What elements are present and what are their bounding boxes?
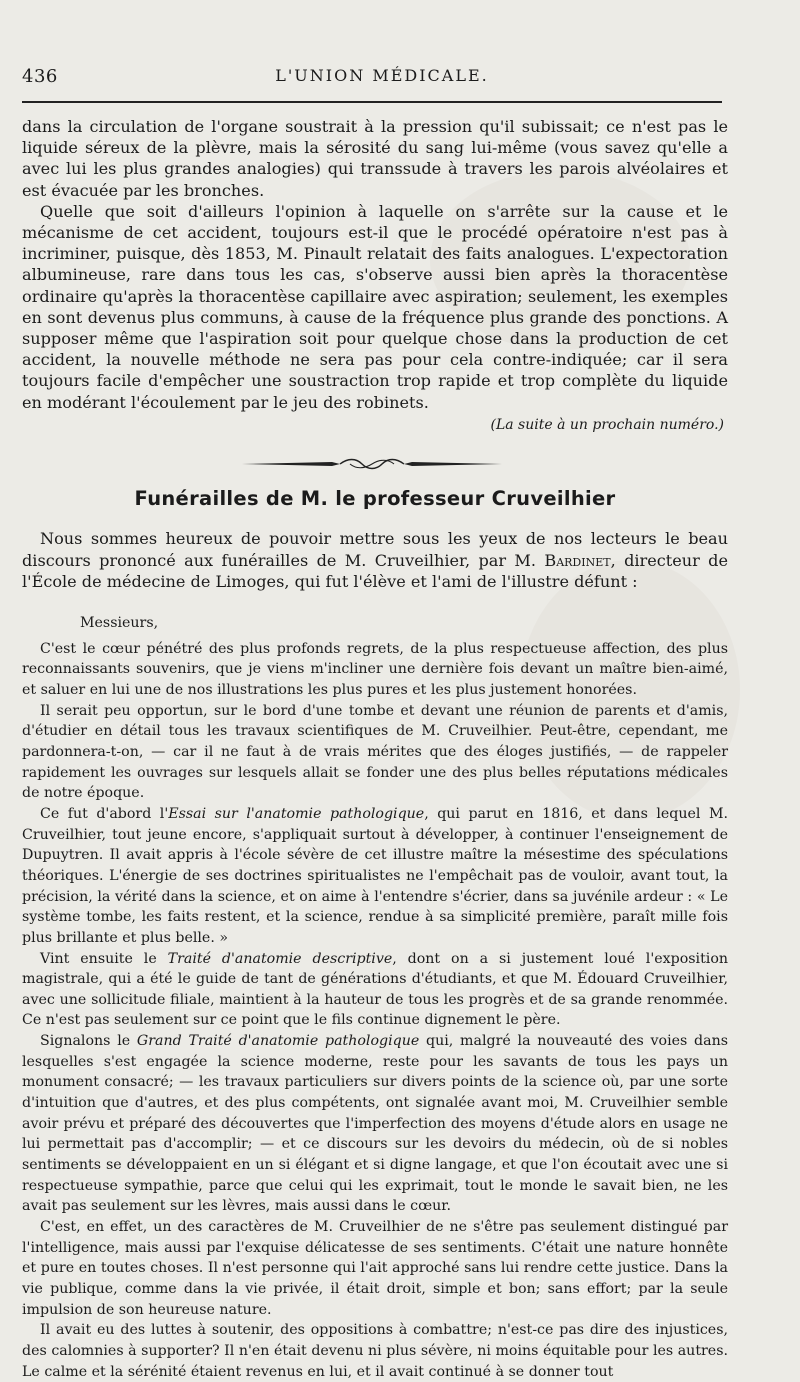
paragraph: dans la circulation de l'organe soustrait à la pression qu'il subissait; ce n'est pas le liquide séreux de la plèvre, mais la sérosité du sang lui-même (vous savez qu'elle a avec lui les plus grandes analogies) qui transsude à travers les parois alvéolaires et est évacuée par les bronches. [22,117,728,200]
book-title: Traité d'anatomie descriptive [167,950,393,967]
journal-title: L'UNION MÉDICALE. [275,66,489,85]
text-span: Nous sommes heureux de pouvoir mettre sous les yeux de nos lecteurs le beau discours prononcé aux funérailles de M. Cruveilhier, par M. [22,529,728,570]
author-name: Bardinet [544,550,611,570]
text-span: , directeur de l'École de médecine de Limoges, qui fut l'élève et l'ami de l'illustre défunt : [22,550,728,591]
paragraph [22,804,728,949]
continuation-note: (La suite à un prochain numéro.) [490,416,724,433]
page-number: 436 [22,66,58,87]
section-intro [22,528,728,593]
salutation: Messieurs, [80,615,159,631]
paragraph [22,528,728,593]
speech-text [22,613,728,1382]
text-span: qui, malgré la nouveauté des voies dans lesquelles s'est engagée la science moderne, reste pour les savants de tous les pays un monument consacré; — les travaux particuliers sur divers points de la science où, par une sorte d'intuition que d'autres, et des plus compétents, ont signalée avant moi, M. Cruveilhier semble avoir prévu et préparé des découvertes que l'imperfection des moyens d'étude alors en usage ne lui permettait pas d'accomplir; — et ce discours sur les devoirs du médecin, où de si nobles sentiments se développaient en un si élégant et si digne langage, et que l'on écoutait avec une si respectueuse sympathie, parce que celui qui les exprimait, tout le monde le savait bien, ne les avait pas seulement sur les lèvres, mais aussi dans le cœur. [22,1033,729,1215]
ornamental-divider [240,456,504,472]
paragraph: C'est, en effet, un des caractères de M. Cruveilhier de ne s'être pas seulement distingué par l'intelligence, mais aussi par l'exquise délicatesse de ses sentiments. C'était une nature honnête et pure en toutes choses. Il n'est personne qui l'ait approché sans lui rendre cette justice. Dans la vie publique, comme dans la vie privée, il était droit, simple et bon; sans effort; par la seule impulsion de son heureuse nature. [22,1219,728,1318]
paragraph: Il avait eu des luttes à soutenir, des oppositions à combattre; n'est-ce pas dire des injustices, des calomnies à supporter? Il n'en était devenu ni plus sévère, ni moins équitable pour les autres. Le calme et la sérénité étaient revenus en lui, et il avait continué à se donner tout [22,1322,728,1380]
paragraph: Quelle que soit d'ailleurs l'opinion à laquelle on s'arrête sur la cause et le mécanisme de cet accident, toujours est-il que le procédé opératoire n'est pas à incriminer, puisque, dès 1853, M. Pinault relatait des faits analogues. L'expectoration albumineuse, rare dans tous les cas, s'observe aussi bien après la thoracentèse ordinaire qu'après la thoracentèse capillaire avec aspiration; seulement, les exemples en sont devenus plus communs, à cause de la fréquence plus grande des ponctions. A supposer même que l'aspiration soit pour quelque chose dans la production de cet accident, la nouvelle méthode ne sera pas pour cela contre-indiquée; car il sera toujours facile d'empêcher une soustraction trop rapide et trop complète du liquide en modérant l'écoulement par le jeu des robinets. [22,201,728,412]
paragraph [22,1031,728,1217]
book-title: Essai sur l'anatomie pathologique [168,805,425,822]
text-span: , dont on a si justement loué l'exposition magistrale, qui a été le guide de tant de générations d'étudiants, et que M. Édouard Cruveilhier, avec une sollicitude filiale, maintient à la hauteur de tous les progrès et de sa grande renommée. Ce n'est pas seulement sur ce point que le fils continue dignement le père. [22,950,728,1029]
header-rule [22,101,722,103]
text-span: Vint ensuite le [40,950,168,967]
running-head [22,66,742,90]
paragraph: Il serait peu opportun, sur le bord d'une tombe et devant une réunion de parents et d'amis, d'étudier en détail tous les travaux scientifiques de M. Cruveilhier. Peut-être, cependant, me pardonnera-t-on, — car il ne faut à de vrais mérites que des éloges justifiés, — de rappeler rapidement les ouvrages sur lesquels allait se fonder une des plus belles réputations médicales de notre époque. [22,702,728,802]
paragraph: C'est le cœur pénétré des plus profonds regrets, de la plus respectueuse affection, des plus reconnaissants souvenirs, que je viens m'incliner une dernière fois devant un maître bien-aimé, et saluer en lui une de nos illustrations les plus pures et les plus justement honorées. [22,640,728,698]
text-span: Signalons le [40,1033,137,1050]
article-continuation [22,116,728,436]
paragraph [22,949,728,1032]
section-title: Funérailles de M. le professeur Cruveilhier [134,487,616,510]
text-span: Ce fut d'abord l' [40,805,169,822]
book-title: Grand Traité d'anatomie pathologique [136,1033,420,1050]
text-span: , qui parut en 1816, et dans lequel M. Cruveilhier, tout jeune encore, s'appliquait surtout à développer, à continuer l'enseignement de Dupuytren. Il avait appris à l'école sévère de cet illustre maître la mésestime des spéculations théoriques. L'énergie de ses doctrines spiritualistes ne l'empêchait pas de vouloir, avant tout, la précision, la vérité dans la science, et on aime à l'entendre s'écrier, dans sa juvénile ardeur : « Le système tombe, les faits restent, et la science, rendue à sa simplicité première, paraît mille fois plus brillante et plus belle. » [22,805,728,946]
